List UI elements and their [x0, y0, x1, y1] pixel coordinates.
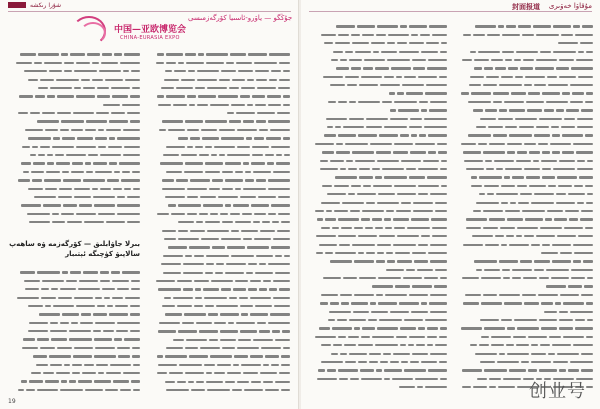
left-subheading: بىرلا جاۋابلىق — كۆرگەزمە ۋە ساھەپ [9, 240, 140, 248]
right-page [301, 0, 600, 409]
text-line [10, 103, 140, 111]
left-header-text: شۇرا رىكشە [30, 2, 62, 9]
text-line [150, 44, 290, 52]
header-logo-block [8, 2, 26, 8]
page-number: 19 [8, 398, 16, 405]
banner-english-title: CHINA-EURASIA EXPO [120, 35, 180, 41]
banner-uyghur-title: جۇڭگو — ياۋرو-ئاسىيا كۆرگەزمىسى [188, 14, 293, 22]
left-text-column-1a [10, 44, 140, 230]
right-header-uyghur: مۇقاۋا خەۋىرى [548, 2, 592, 10]
right-text-column-2 [455, 16, 593, 394]
banner-chinese-title: 中国—亚欧博览会 [114, 25, 187, 35]
right-header-rule [309, 11, 592, 12]
right-header-chinese: 封面报道 [512, 3, 540, 11]
left-subheading-2: سالاپىۋ كۈچىگە ئېتىبار [65, 250, 140, 258]
text-line [455, 251, 593, 259]
left-page [0, 0, 299, 409]
text-line [455, 16, 593, 24]
text-line [10, 262, 140, 270]
text-line [309, 16, 447, 24]
watermark-text: 创业号 [529, 381, 586, 402]
text-line [10, 44, 140, 52]
left-text-column-1b [10, 262, 140, 392]
right-text-column-1 [309, 16, 447, 394]
ribbon-logo-inner-icon [80, 22, 106, 44]
left-text-column-2 [150, 44, 290, 394]
